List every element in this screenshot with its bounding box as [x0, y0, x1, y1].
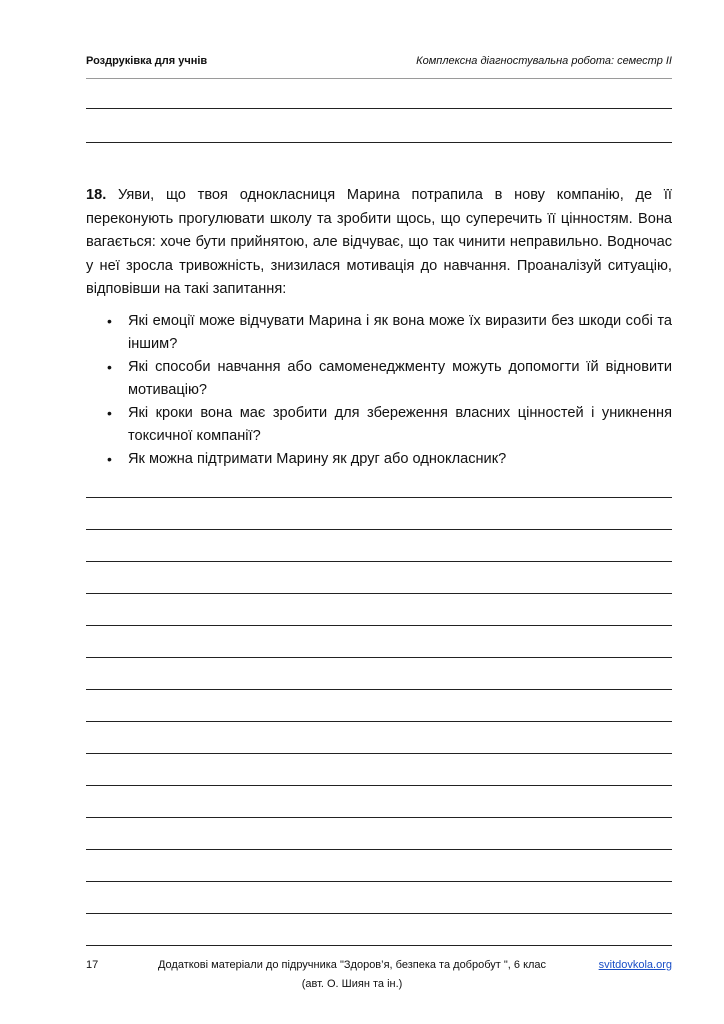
answer-line[interactable]	[86, 721, 672, 722]
answer-line[interactable]	[86, 625, 672, 626]
bullet-icon: •	[107, 313, 112, 329]
footer-caption: Додаткові матеріали до підручника "Здоров’я, безпека та добробут ", 6 клас	[157, 959, 547, 971]
bullet-icon: •	[107, 451, 112, 467]
footer-site-link[interactable]: svitdovkola.org	[598, 959, 672, 971]
answer-line[interactable]	[86, 753, 672, 754]
answer-line[interactable]	[86, 108, 672, 109]
list-item	[86, 310, 672, 356]
list-item	[86, 356, 672, 402]
bullet-icon: •	[107, 359, 112, 375]
answer-line[interactable]	[86, 593, 672, 594]
list-item	[86, 402, 672, 448]
bullet-icon: •	[107, 405, 112, 421]
header-right-title: Комплексна діагностувальна робота: семестр II	[416, 55, 672, 67]
answer-line[interactable]	[86, 561, 672, 562]
answer-line[interactable]	[86, 497, 672, 498]
task-text: Уяви, що твоя однокласниця Марина потрапила в нову компанію, де її переконують прогулювати школу та зробити щось, що суперечить її цінностям. Вона вагається: хоче бути прийнятою, але відчуває, що так чинити неправильно. Водночас у неї зросла тривожність, знизилася мотивація до навчання. Проаналізуй ситуацію, відповівши на такі запитання:	[86, 187, 672, 297]
answer-line[interactable]	[86, 689, 672, 690]
header-left-label: Роздруківка для учнів	[86, 55, 208, 67]
page-header	[86, 55, 672, 71]
question-text: Які способи навчання або самоменеджменту можуть допомогти їй відновити мотивацію?	[128, 359, 672, 398]
list-item	[86, 448, 672, 471]
answer-line[interactable]	[86, 657, 672, 658]
question-text: Які кроки вона має зробити для збереження власних цінностей і уникнення токсичної компанії?	[128, 405, 672, 444]
task-18	[86, 184, 672, 302]
task-number: 18.	[86, 187, 107, 203]
question-text: Які емоції може відчувати Марина і як вона може їх виразити без шкоди собі та іншим?	[128, 313, 672, 352]
page-number: 17	[86, 959, 99, 971]
header-divider	[86, 78, 672, 79]
question-list	[86, 310, 672, 471]
answer-line[interactable]	[86, 785, 672, 786]
question-text: Як можна підтримати Марину як друг або однокласник?	[128, 451, 507, 467]
answer-line[interactable]	[86, 881, 672, 882]
answer-line[interactable]	[86, 529, 672, 530]
answer-line[interactable]	[86, 142, 672, 143]
answer-line[interactable]	[86, 849, 672, 850]
answer-line[interactable]	[86, 817, 672, 818]
answer-line[interactable]	[86, 913, 672, 914]
footer-authors: (авт. О. Шиян та ін.)	[301, 978, 403, 990]
page-footer	[86, 956, 672, 996]
answer-line[interactable]	[86, 945, 672, 946]
